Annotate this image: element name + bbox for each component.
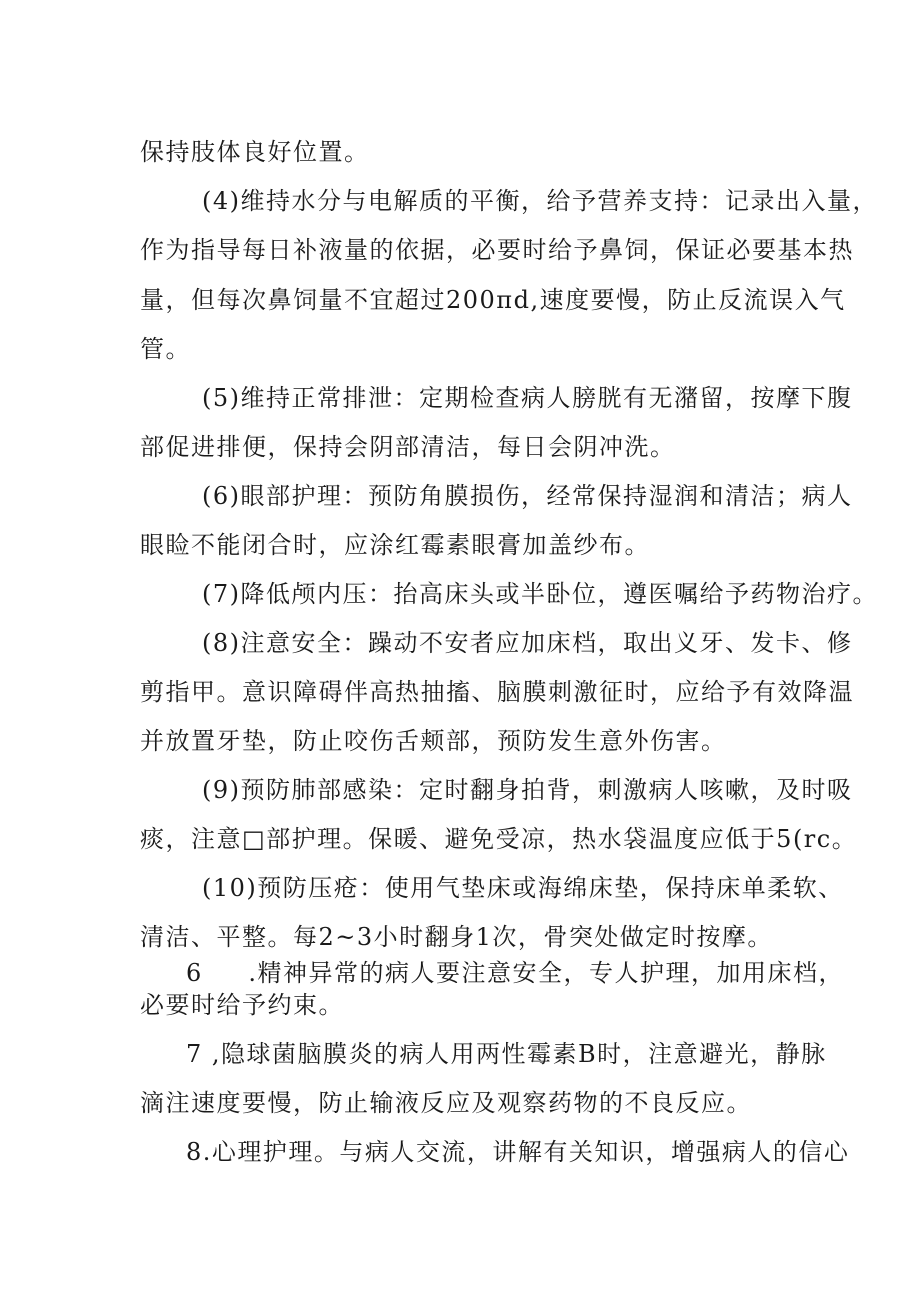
- text-line: 保持肢体良好位置。: [140, 138, 370, 166]
- text-line: 眼睑不能闭合时，应涂红霉素眼膏加盖纱布。: [140, 531, 650, 559]
- text-line: 6 .精神异常的病人要注意安全，专人护理，加用床档，: [186, 959, 845, 987]
- text-line: (9)预防肺部感染：定时翻身拍背，刺激病人咳嗽，及时吸: [202, 776, 853, 804]
- text-line: 剪指甲。意识障碍伴高热抽搐、脑膜刺激征时，应给予有效降温: [140, 678, 854, 706]
- text-line: 8.心理护理。与病人交流，讲解有关知识，增强病人的信心: [186, 1138, 850, 1166]
- text-line: (5)维持正常排泄：定期检查病人膀胱有无潴留，按摩下腹: [202, 384, 853, 412]
- text-line: (7)降低颅内压：抬高床头或半卧位，遵医嘱给予药物治疗。: [202, 580, 878, 608]
- text-line: 7 ,隐球菌脑膜炎的病人用两性霉素B时，注意避光，静脉: [186, 1040, 827, 1068]
- text-line: (8)注意安全：躁动不安者应加床档，取出义牙、发卡、修: [202, 629, 853, 657]
- text-line: (4)维持水分与电解质的平衡，给予营养支持：记录出入量，: [202, 187, 878, 215]
- text-line: 滴注速度要慢，防止输液反应及观察药物的不良反应。: [140, 1089, 752, 1117]
- text-line: 量，但每次鼻饲量不宜超过200πd,速度要慢，防止反流误入气: [140, 286, 846, 314]
- text-line: 必要时给予约束。: [140, 991, 344, 1019]
- text-line: 并放置牙垫，防止咬伤舌颊部，预防发生意外伤害。: [140, 727, 727, 755]
- text-line: (6)眼部护理：预防角膜损伤，经常保持湿润和清洁；病人: [202, 482, 853, 510]
- text-line: 部促进排便，保持会阴部清洁，每日会阴冲洗。: [140, 433, 676, 461]
- text-line: 管。: [140, 335, 191, 363]
- text-line: 痰，注意□部护理。保暖、避免受凉，热水袋温度应低于5(rc。: [140, 825, 858, 853]
- text-line: 作为指导每日补液量的依据，必要时给予鼻饲，保证必要基本热: [140, 236, 854, 264]
- text-line: (10)预防压疮：使用气垫床或海绵床垫，保持床单柔软、: [202, 874, 844, 902]
- text-line: 清洁、平整。每2~3小时翻身1次，骨突处做定时按摩。: [140, 923, 773, 951]
